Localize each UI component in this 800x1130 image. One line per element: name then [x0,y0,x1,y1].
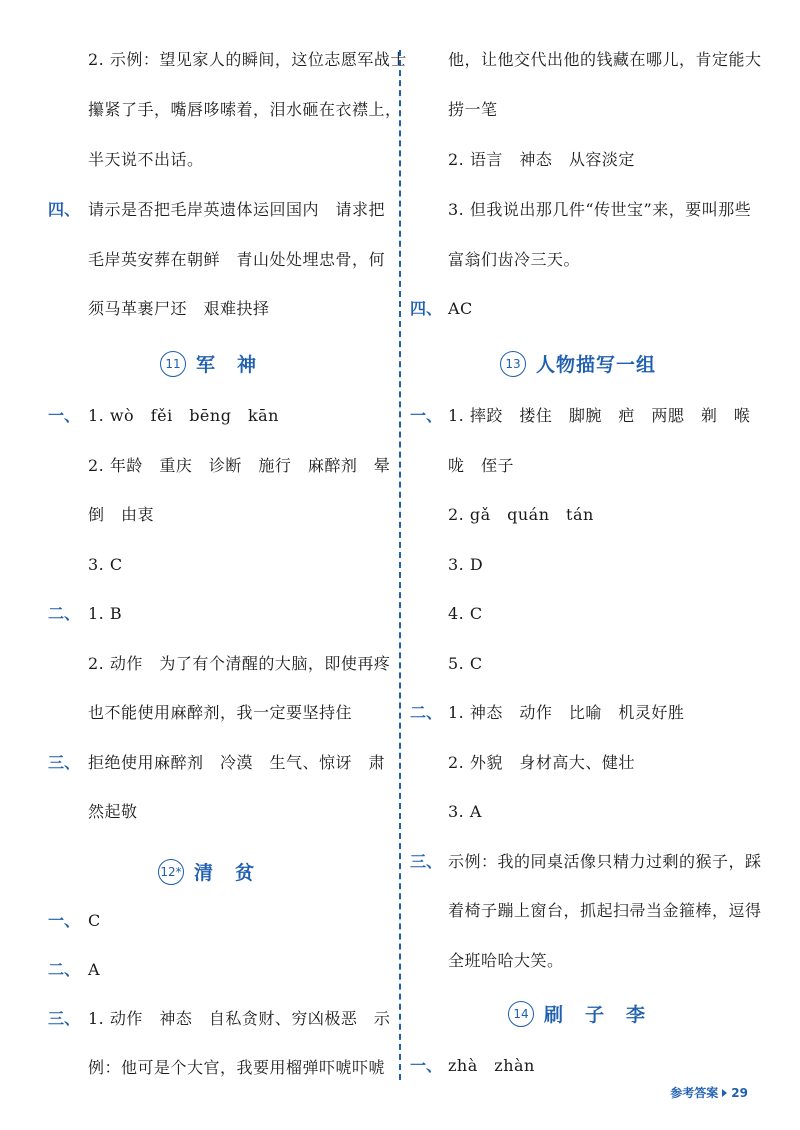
lesson-title-text: 人物描写一组 [536,354,657,376]
answer-line: C [88,911,101,930]
answer-line: 半天说不出话。 [88,150,204,169]
answer-line: 须马革裹尸还 艰难抉择 [88,299,270,318]
section-marker: 一、 [48,406,81,425]
answer-line: 1. 神态 动作 比喻 机灵好胜 [448,703,685,722]
page-footer [670,1084,748,1101]
lesson-title-14 [508,1000,667,1027]
section-marker: 二、 [48,960,81,979]
answer-line: 2. 示例：望见家人的瞬间，这位志愿军战士 [88,50,407,69]
answer-line: 着椅子蹦上窗台，抓起扫帚当金箍棒，逗得 [448,901,762,920]
answer-line: 请示是否把毛岸英遗体运回国内 请求把 [88,200,386,219]
answer-line: 倒 由衷 [88,505,155,524]
answer-line: 1. 动作 神态 自私贪财、穷凶极恶 示 [88,1009,391,1028]
answer-line: 1. wò fěi bēng kān [88,406,279,425]
answer-line: 2. 动作 为了有个清醒的大脑，即使再疼 [88,654,391,673]
section-marker: 二、 [48,604,81,623]
section-marker: 一、 [410,406,443,425]
answer-line: 3. C [88,555,123,574]
answer-line: 示例：我的同桌活像只精力过剩的猴子，踩 [448,852,762,871]
column-divider [399,50,401,1080]
answer-line: 他，让他交代出他的钱藏在哪儿，肯定能大 [448,50,762,69]
answer-line: 咙 侄子 [448,456,515,475]
answer-line: 4. C [448,604,483,623]
answer-line: A [88,960,101,979]
section-marker: 一、 [48,911,81,930]
answer-line: 3. 但我说出那几件“传世宝”来，要叫那些 [448,200,752,219]
lesson-title-12 [158,858,276,885]
lesson-title-13 [500,350,656,377]
lesson-title-text: 刷子李 [544,1004,668,1026]
answer-line: 全班哈哈大笑。 [448,951,564,970]
page-number: 29 [731,1085,748,1100]
answer-line: 攥紧了手，嘴唇哆嗦着，泪水砸在衣襟上， [88,100,402,119]
arrow-right-icon [722,1089,727,1097]
answer-line: 富翁们齿冷三天。 [448,250,581,269]
answer-line: zhà zhàn [448,1056,535,1075]
section-marker: 二、 [410,703,443,722]
lesson-number-badge: 13 [500,351,526,377]
section-marker: 三、 [48,753,81,772]
footer-label: 参考答案 [670,1086,719,1100]
answer-line: 2. gǎ quán tán [448,505,594,524]
section-marker: 四、 [48,200,81,219]
answer-line: 然起敬 [88,802,138,821]
section-marker: 三、 [410,852,443,871]
section-marker: 一、 [410,1056,443,1075]
answer-line: 2. 年龄 重庆 诊断 施行 麻醉剂 晕 [88,456,391,475]
section-marker: 四、 [410,299,443,318]
section-marker: 三、 [48,1009,81,1028]
lesson-number-badge: 11 [160,351,186,377]
answer-line: 3. A [448,802,482,821]
answer-line: 1. 摔跤 搂住 脚腕 疤 两腮 剃 喉 [448,406,751,425]
answer-line: 拒绝使用麻醉剂 冷漠 生气、惊讶 肃 [88,753,386,772]
answer-line: 3. D [448,555,484,574]
answer-line: 例：他可是个大官，我要用榴弹吓唬吓唬 [88,1058,386,1077]
lesson-title-11 [160,350,278,377]
answer-line: 毛岸英安葬在朝鲜 青山处处埋忠骨，何 [88,250,386,269]
lesson-number-badge: 12* [158,859,184,885]
answer-line: 捞一笔 [448,100,498,119]
answer-line: 2. 语言 神态 从容淡定 [448,150,635,169]
answer-line: 1. B [88,604,123,623]
answer-line: AC [448,299,473,318]
lesson-title-text: 军神 [196,354,279,376]
answer-line: 5. C [448,654,483,673]
answer-line: 也不能使用麻醉剂，我一定要坚持住 [88,703,353,722]
answer-line: 2. 外貌 身材高大、健壮 [448,753,635,772]
lesson-title-text: 清贫 [194,862,277,884]
lesson-number-badge: 14 [508,1001,534,1027]
